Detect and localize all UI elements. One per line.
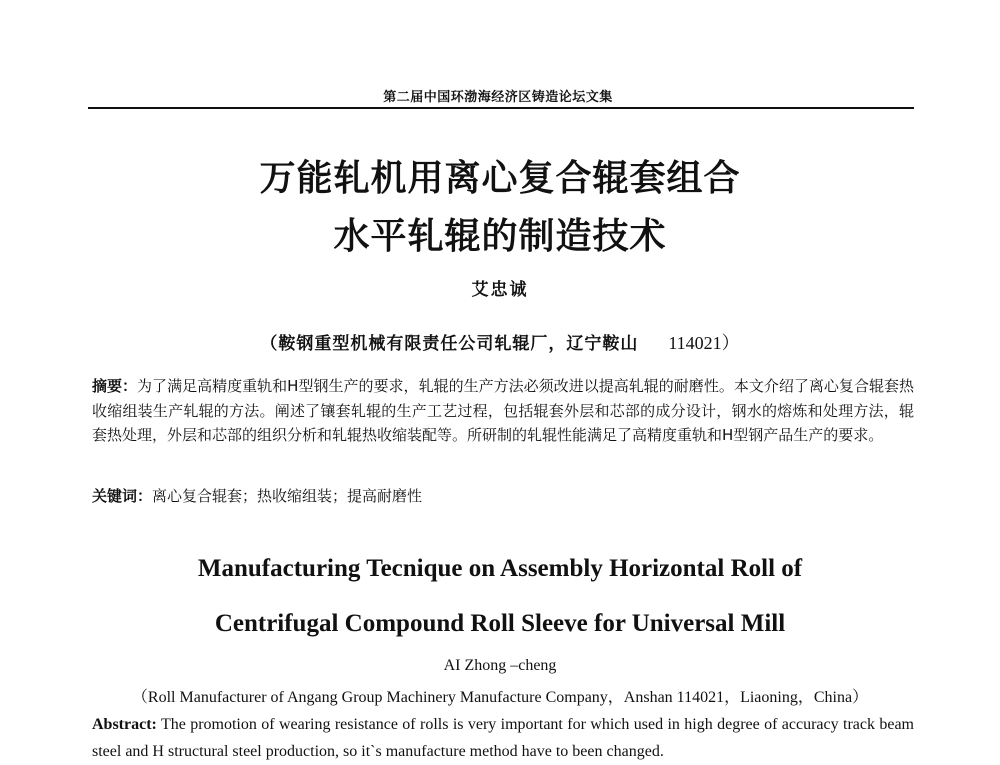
en-abstract-label: Abstract: [92, 716, 157, 733]
en-abstract [92, 711, 914, 765]
cn-abstract [92, 374, 914, 448]
cn-title-line-2: 水平轧辊的制造技术 [333, 216, 667, 257]
cn-abstract-text: 为了满足高精度重轨和H型钢生产的要求，轧辊的生产方法必须改进以提高轧辊的耐磨性。本文介绍了离心复合辊套热收缩组装生产轧辊的方法。阐述了镶套轧辊的生产工艺过程，包括辊套外层和芯部的成分设计，钢水的熔炼和处理方法，辊套热处理，外层和芯部的组织分析和轧辊热收缩装配等。所研制的轧辊性能满足了高精度重轨和H型钢产品生产的要求。 [92, 377, 914, 444]
running-header: 第二届中国环渤海经济区铸造论坛文集 [383, 90, 613, 105]
cn-affiliation-text: （鞍钢重型机械有限责任公司轧辊厂，辽宁鞍山 [260, 334, 639, 354]
cn-affiliation [0, 329, 1000, 355]
cn-keywords [92, 485, 914, 506]
cn-postcode: 114021） [668, 333, 740, 353]
en-title-line-2: Centrifugal Compound Roll Sleeve for Universal Mill [214, 610, 786, 637]
en-affiliation: （Roll Manufacturer of Angang Group Machinery Manufacture Company，Anshan 114021，Liaoning，China） [131, 689, 869, 706]
cn-author: 艾忠诚 [471, 280, 529, 300]
cn-keywords-text: 离心复合辊套；热收缩组装；提高耐磨性 [152, 487, 423, 505]
en-title-line-1: Manufacturing Tecnique on Assembly Horizontal Roll of [197, 555, 803, 582]
cn-title-line-1: 万能轧机用离心复合辊套组合 [259, 158, 741, 199]
en-author: AI Zhong –cheng [443, 657, 557, 674]
en-abstract-text: The promotion of wearing resistance of rolls is very important for which used in high degree of accuracy track beam steel and H structural steel production, so it`s manufacture method have to been changed. [92, 716, 914, 760]
cn-keywords-label: 关键词： [92, 487, 153, 505]
header-rule [88, 107, 914, 109]
cn-abstract-label: 摘要： [92, 377, 138, 395]
